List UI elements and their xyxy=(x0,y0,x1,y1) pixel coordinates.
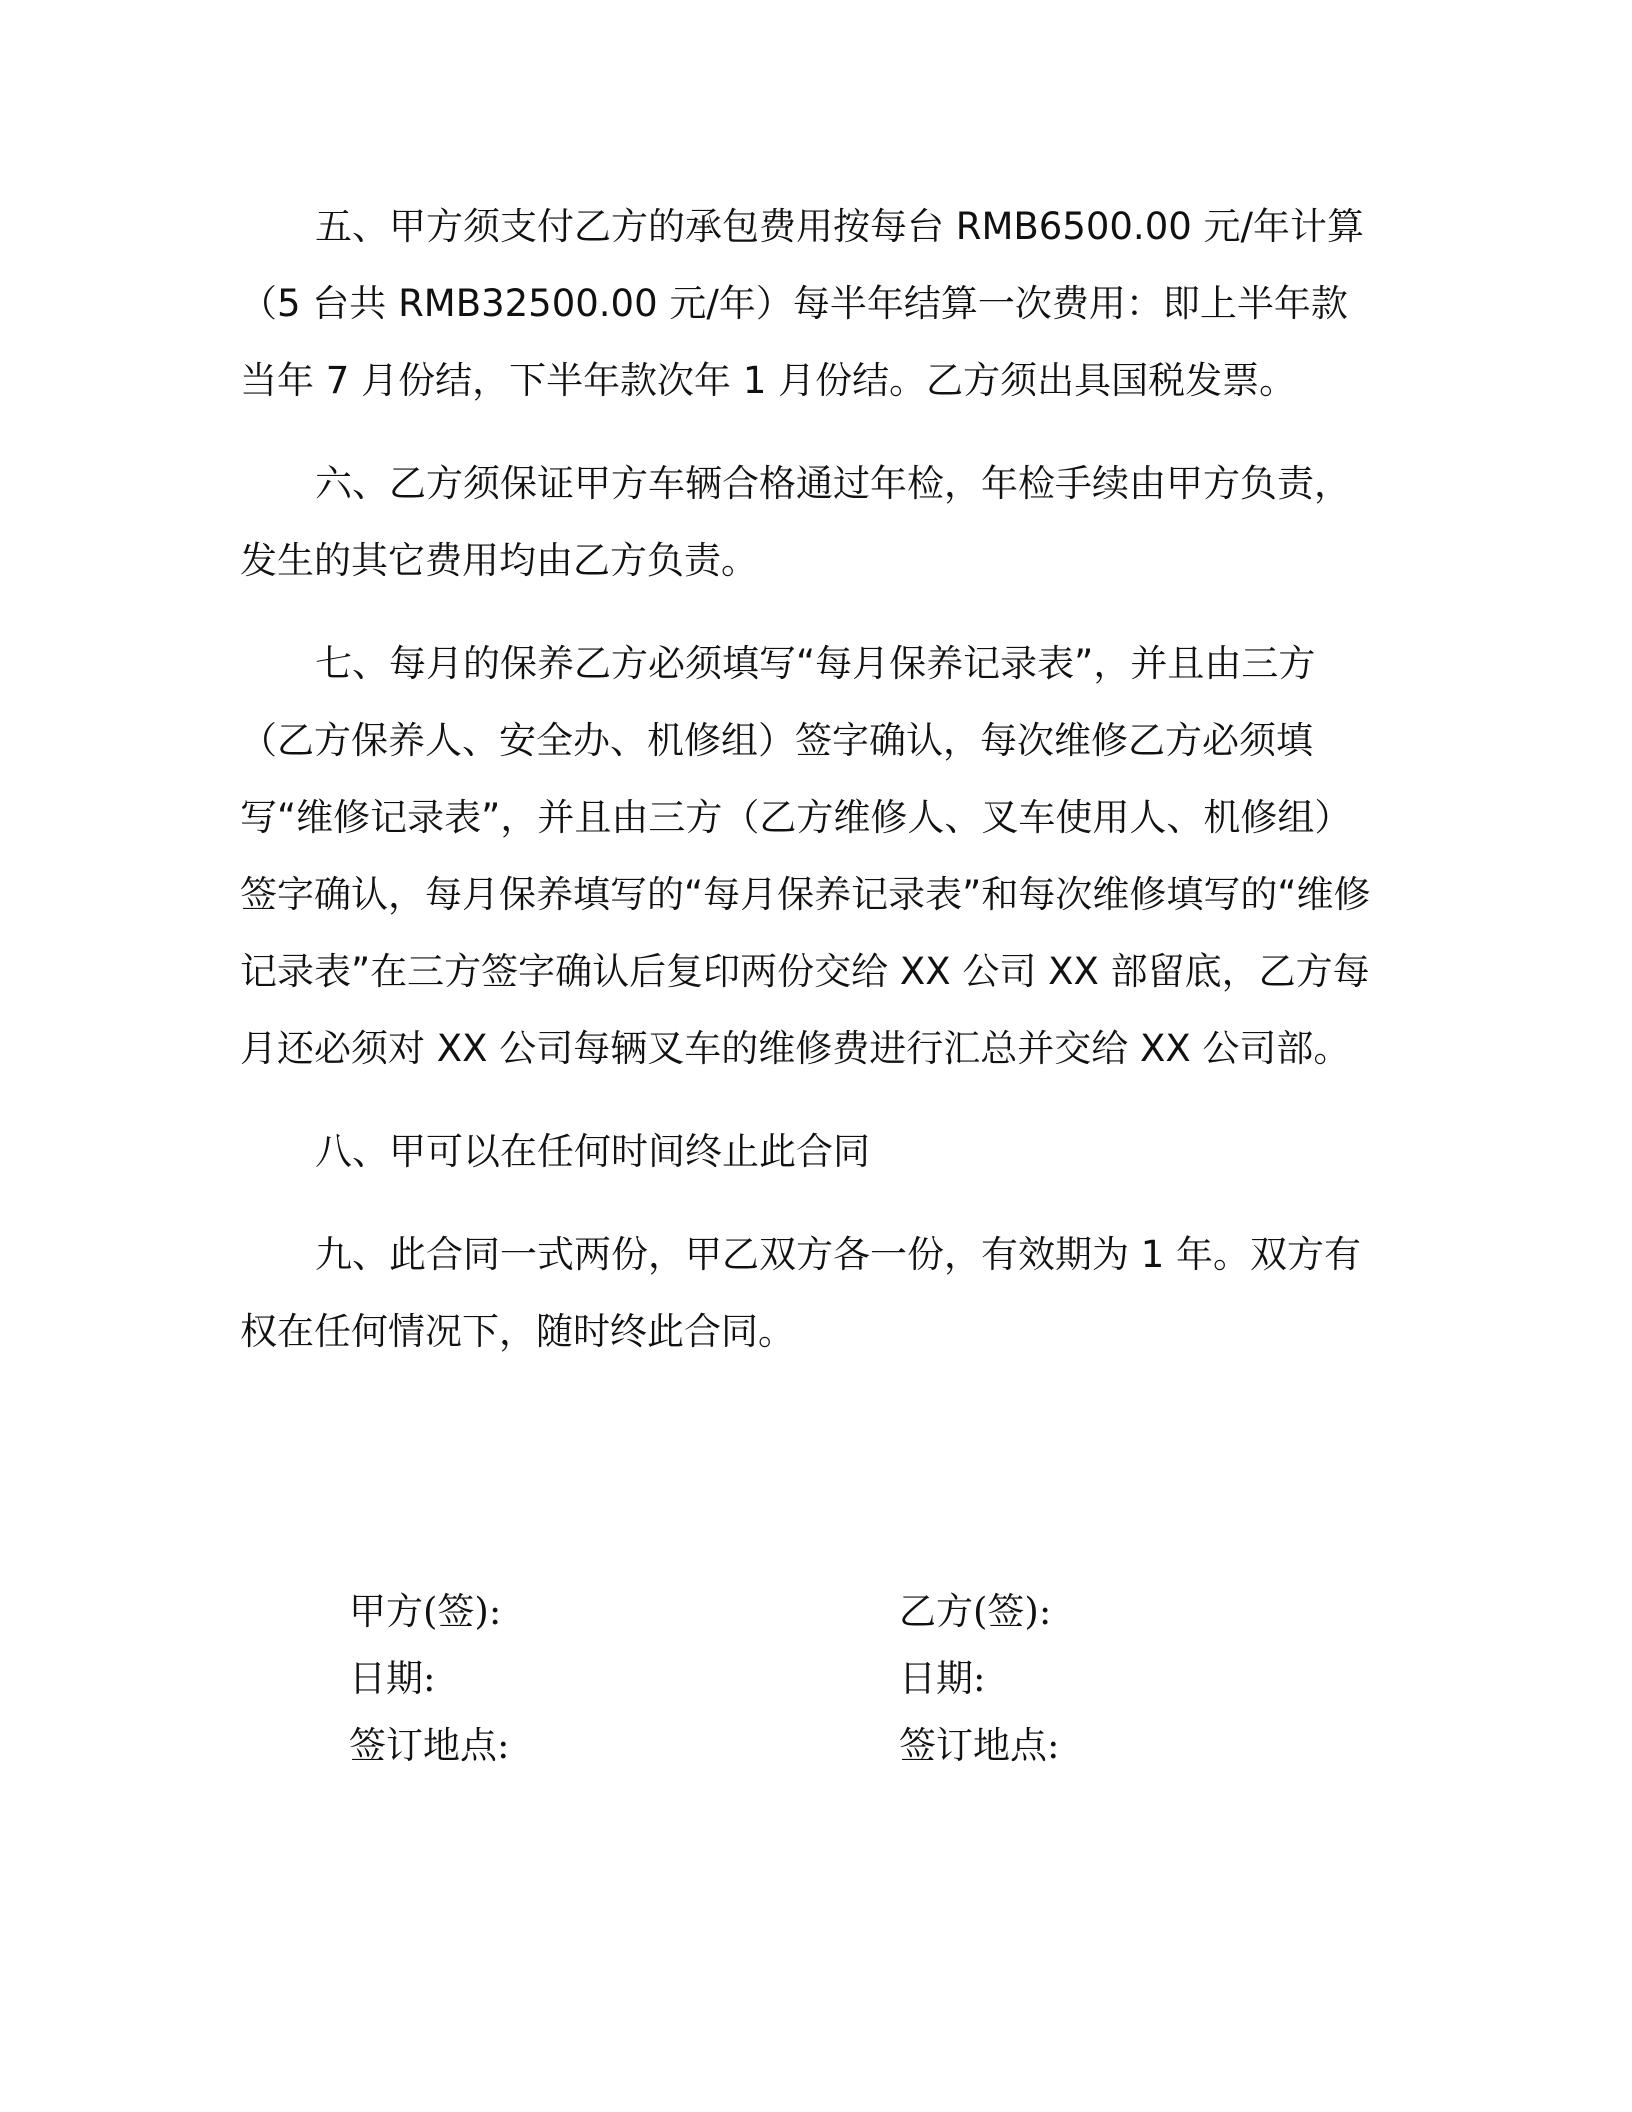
party-b-place-label: 签订地点: xyxy=(899,1724,1060,1767)
party-a-date-label: 日期: xyxy=(349,1657,436,1700)
party-b-sign-label: 乙方(签): xyxy=(899,1590,1052,1633)
party-b-date-label: 日期: xyxy=(899,1657,986,1700)
clause-8-termination: 八、甲可以在任何时间终止此合同 xyxy=(315,1130,870,1173)
clause-7-maintenance-records: 七、每月的保养乙方必须填写“每月保养记录表”，并且由三方（乙方保养人、安全办、机修组）签字确认，每次维修乙方必须填写“维修记录表”，并且由三方（乙方维修人、叉车使用人、机修组）签字确认，每月保养填写的“每月保养记录表”和每次维修填写的“维修记录表”在三方签字确认后复印两份交给 XX 公司 XX 部留底，乙方每月还必须对 XX 公司每辆叉车的维修费进行汇总并交给 XX 公司部。 xyxy=(240,642,1371,1070)
party-a-place-label: 签订地点: xyxy=(349,1724,510,1767)
clause-6-inspection: 六、乙方须保证甲方车辆合格通过年检，年检手续由甲方负责，发生的其它费用均由乙方负责。 xyxy=(240,462,1351,582)
contract-body xyxy=(240,188,1372,1396)
party-a-signature-block xyxy=(349,1578,509,1779)
party-b-signature-block xyxy=(899,1578,1059,1779)
party-a-sign-label: 甲方(签): xyxy=(349,1590,502,1633)
clause-9-validity: 九、此合同一式两份，甲乙双方各一份，有效期为 1 年。双方有权在任何情况下，随时终此合同。 xyxy=(240,1233,1362,1353)
clause-5-payment: 五、甲方须支付乙方的承包费用按每台 RMB6500.00 元/年计算（5 台共 RMB32500.00 元/年）每半年结算一次费用：即上半年款当年 7 月份结，下半年款次年 1 月份结。乙方须出具国税发票。 xyxy=(240,205,1365,402)
